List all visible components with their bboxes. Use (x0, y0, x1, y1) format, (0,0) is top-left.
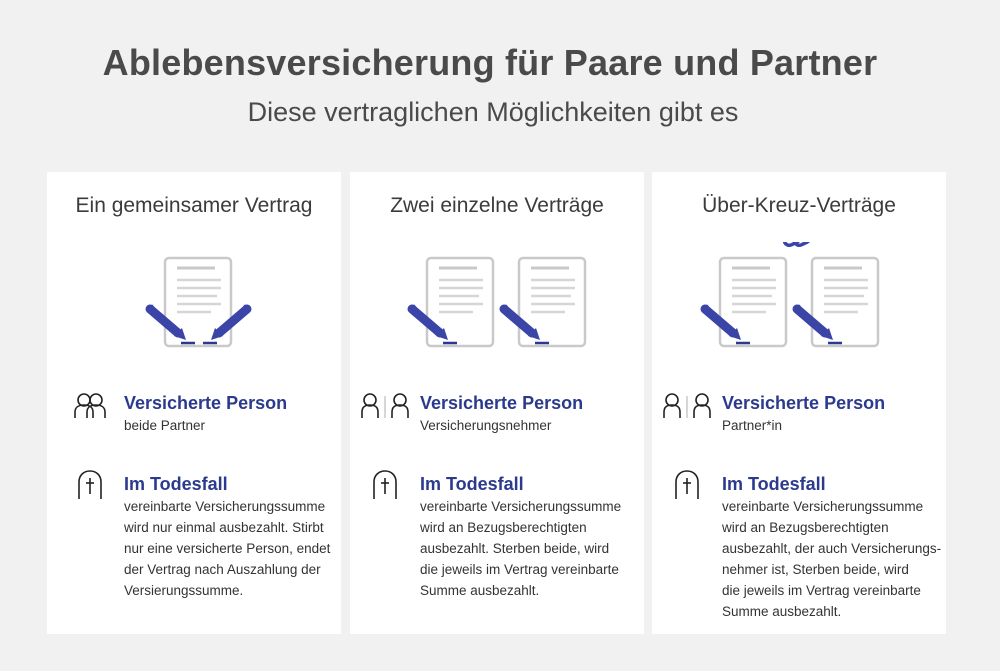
contract-card-cross (652, 172, 946, 634)
card-title: Zwei einzelne Verträge (390, 194, 604, 217)
insured-label: Versicherte Person (124, 393, 288, 413)
gravestone-icon (77, 470, 103, 500)
card-title: Ein gemeinsamer Vertrag (75, 194, 313, 217)
joint-contract-illustration (47, 242, 341, 362)
contract-card-separate (350, 172, 644, 634)
death-text: vereinbarte Versicherungssumme wird nur einmal ausbezahlt. Stirbt nur eine versicherte Person, endet der Vertrag nach Auszahlung der Versierungssumme. (124, 499, 331, 598)
page-subtitle: Diese vertraglichen Möglichkeiten gibt es (247, 97, 739, 127)
insured-label: Versicherte Person (420, 393, 584, 413)
insured-value: Partner*in (722, 418, 783, 433)
link-icon (783, 242, 812, 247)
two-persons-icon (662, 392, 712, 420)
insured-label: Versicherte Person (722, 393, 886, 413)
cross-contracts-illustration (652, 242, 946, 362)
death-text: vereinbarte Versicherungssumme wird an Bezugsberechtigten ausbezahlt. Sterben beide, wird die jeweils im Vertrag vereinbarte Summe ausbezahlt. (420, 499, 622, 598)
contract-card-joint (47, 172, 341, 634)
insured-value: beide Partner (124, 418, 206, 433)
card-title: Über-Kreuz-Verträge (702, 194, 896, 217)
death-label: Im Todesfall (722, 474, 826, 494)
couple-icon (73, 392, 107, 420)
death-text: vereinbarte Versicherungssumme wird an Bezugsberechtigten ausbezahlt, der auch Versicherungs- nehmer ist, Sterben beide, wird die jeweils im Vertrag vereinbarte Summe ausbezahlt. (722, 499, 942, 619)
death-label: Im Todesfall (420, 474, 524, 494)
page-title: Ablebensversicherung für Paare und Partner (102, 42, 878, 83)
death-label: Im Todesfall (124, 474, 228, 494)
separate-contracts-illustration (350, 242, 644, 362)
gravestone-icon (372, 470, 398, 500)
gravestone-icon (674, 470, 700, 500)
two-persons-icon (360, 392, 410, 420)
insured-value: Versicherungsnehmer (420, 418, 552, 433)
